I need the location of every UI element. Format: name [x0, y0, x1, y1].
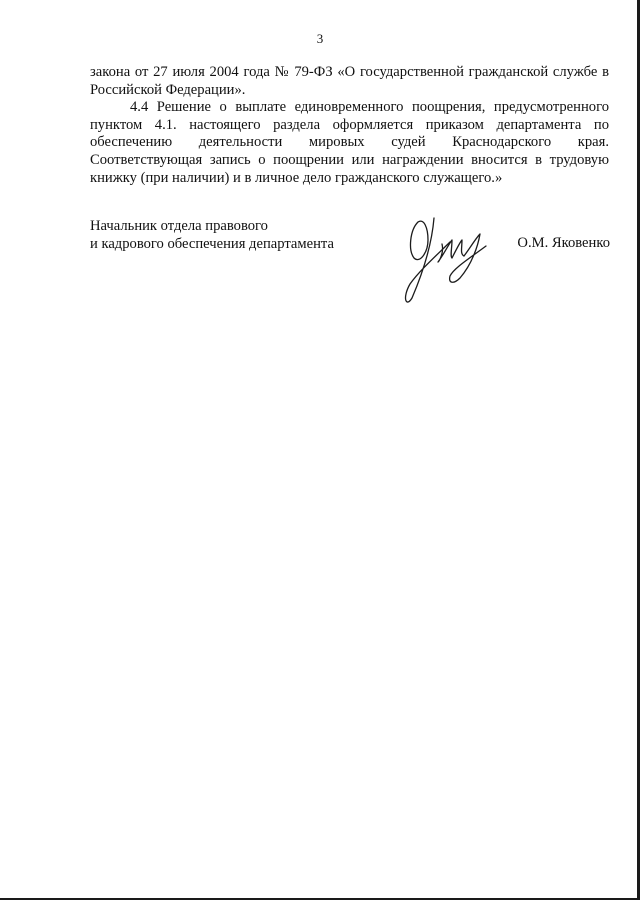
signer-position — [90, 218, 334, 253]
body-text — [90, 64, 609, 187]
paragraph-law-reference: закона от 27 июля 2004 года № 79-ФЗ «О государственной гражданской службе в Российской Федерации». — [90, 64, 609, 98]
signer-name: О.М. Яковенко — [517, 235, 610, 251]
paragraph-4-4: 4.4 Решение о выплате единовременного поощрения, предусмотренного пунктом 4.1. настоящего раздела оформляется приказом департамента по обеспечению деятельности мировых судей Краснодарского края. Соответствующая запись о поощрении или награждении вносится в трудовую книжку (при наличии) и в личное дело гражданского служащего.» — [90, 99, 609, 186]
handwritten-signature — [398, 212, 508, 308]
signer-position-line-2: и кадрового обеспечения департамента — [90, 235, 334, 252]
signature-block — [90, 218, 610, 318]
page-number: 3 — [316, 31, 324, 46]
signer-position-line-1: Начальник отдела правового — [90, 218, 268, 234]
